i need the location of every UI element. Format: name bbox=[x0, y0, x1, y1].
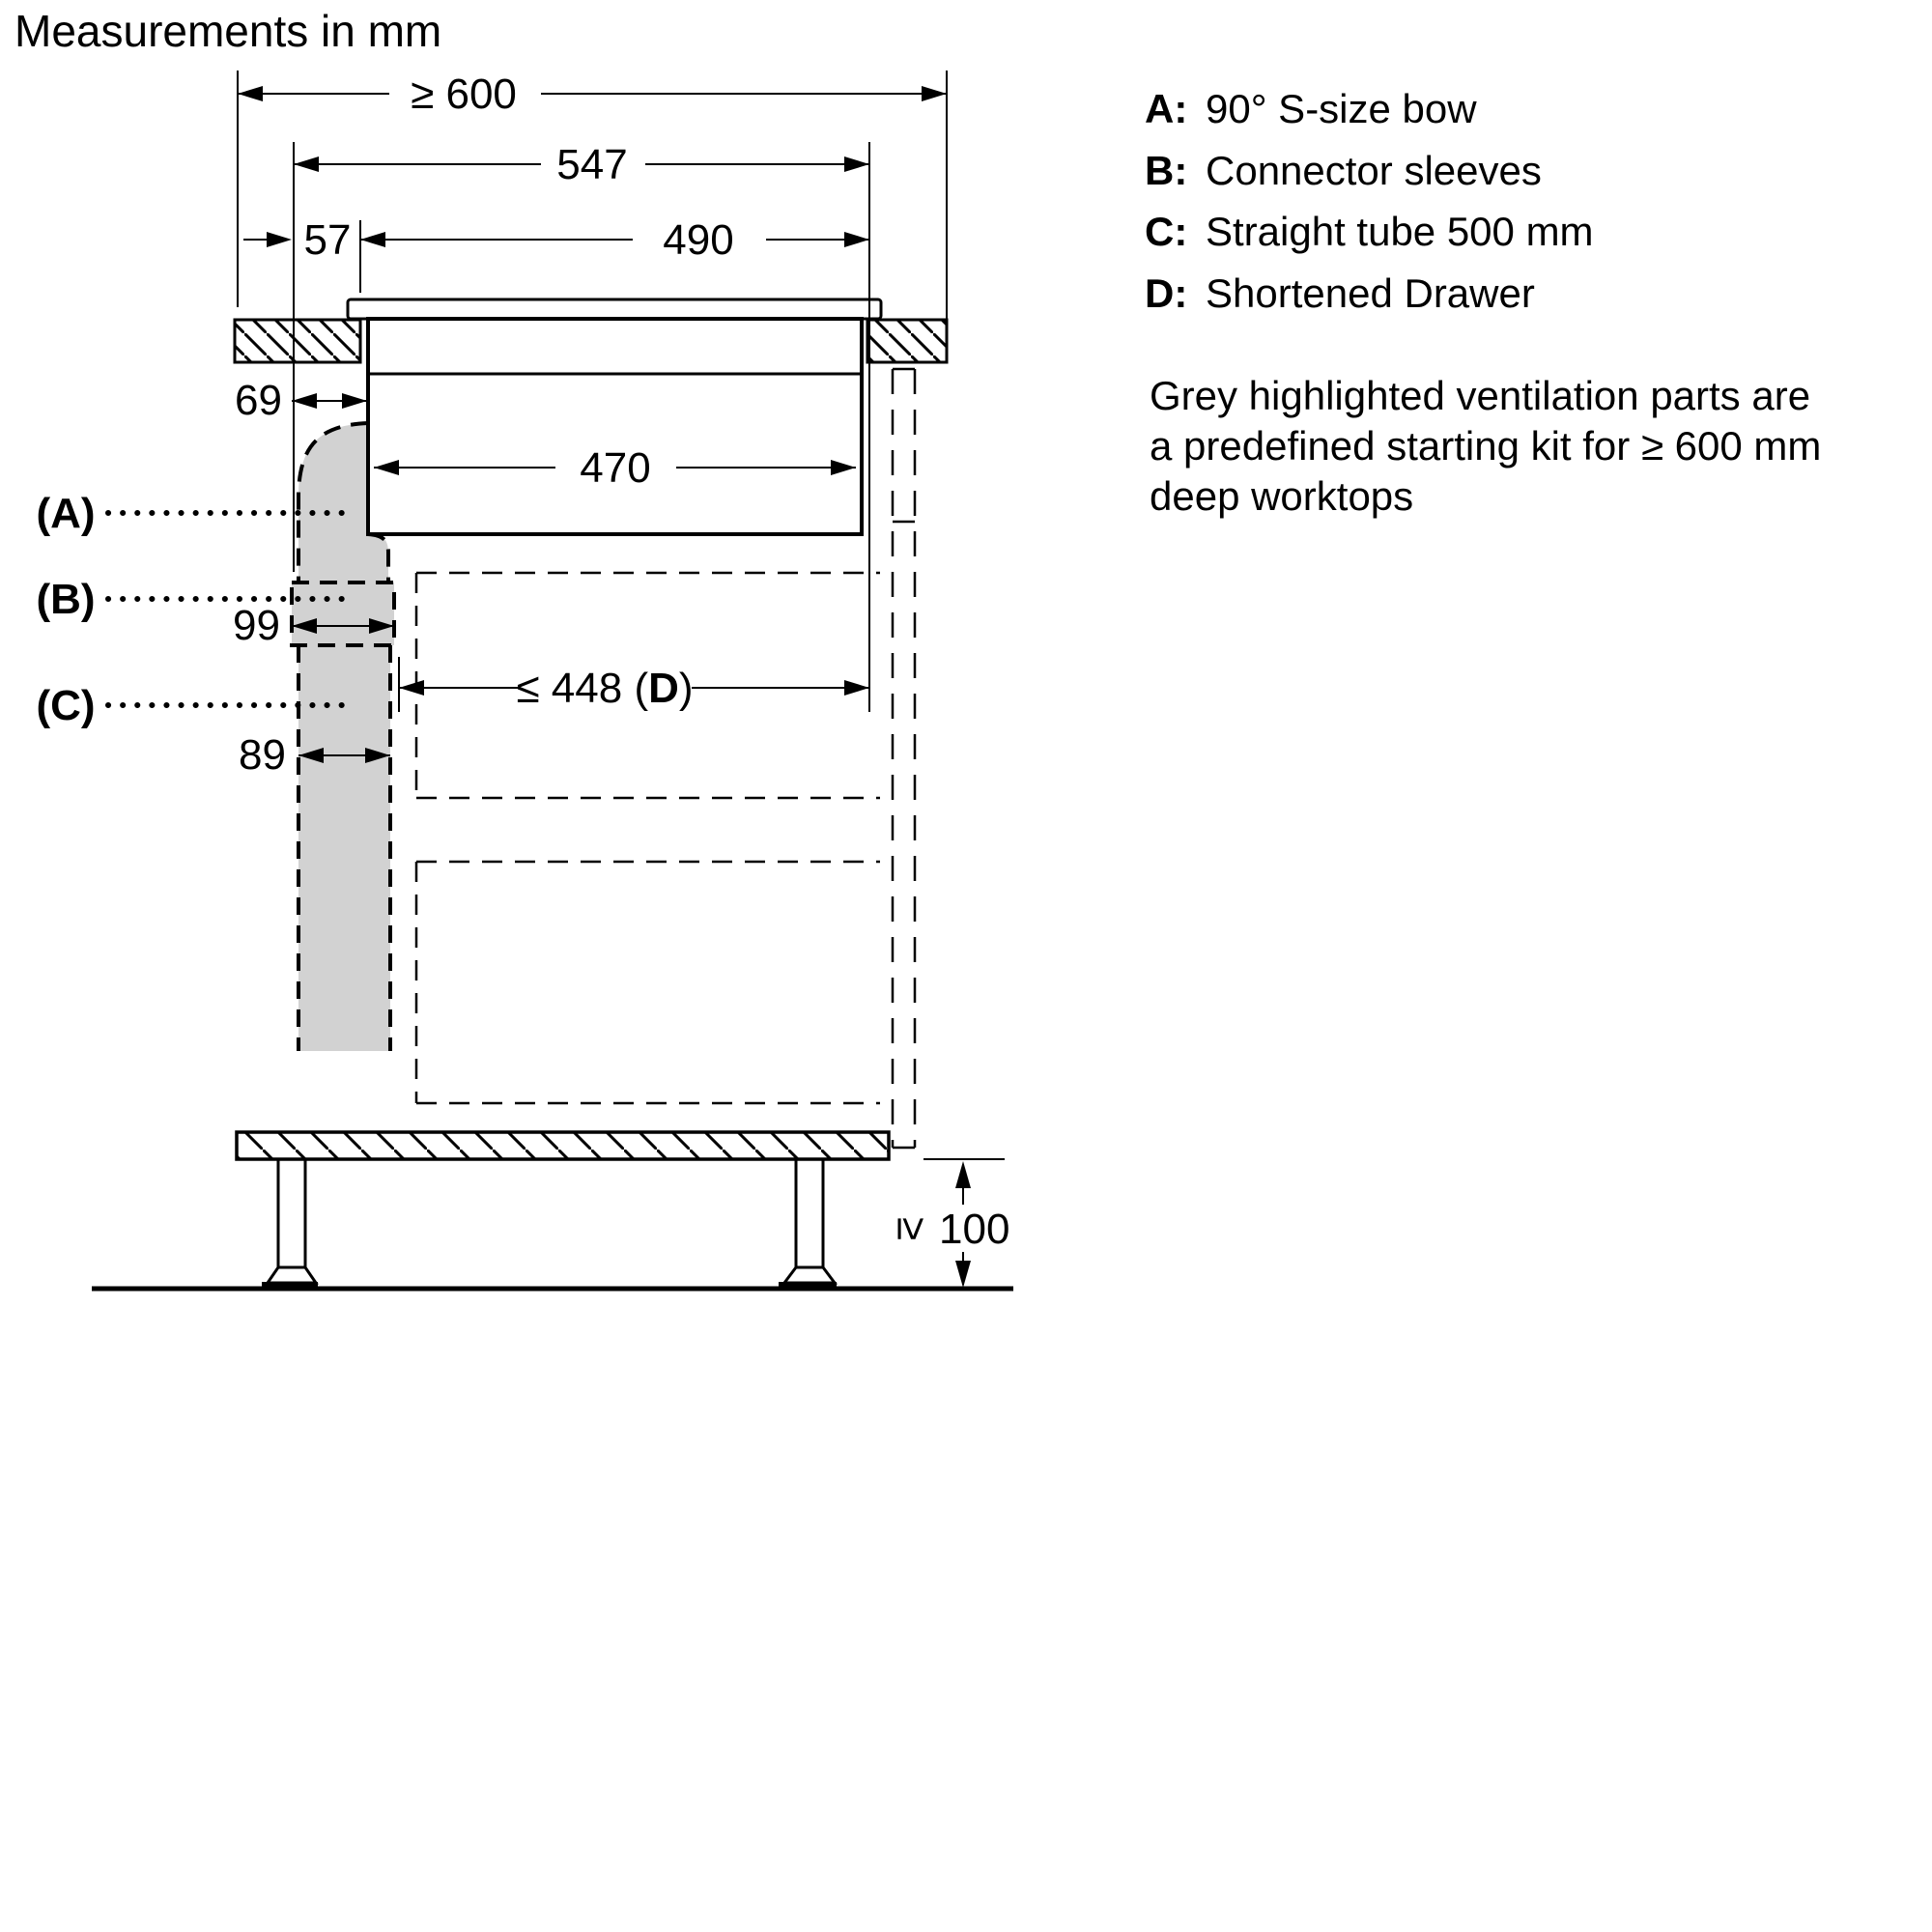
arrowhead-down bbox=[955, 1261, 971, 1288]
rear-duct-channel bbox=[893, 369, 915, 1148]
grey-parts-note bbox=[1150, 373, 1821, 519]
note-line-3: deep worktops bbox=[1150, 473, 1414, 519]
legend-label-b: Connector sleeves bbox=[1206, 148, 1542, 193]
arrowhead-right bbox=[844, 156, 869, 172]
arrowhead-right bbox=[342, 393, 367, 409]
label-c-text: (C) bbox=[36, 682, 96, 729]
arrowhead-left bbox=[399, 680, 424, 696]
dimension-appliance-width bbox=[294, 141, 869, 188]
dim-value-89: 89 bbox=[239, 731, 286, 779]
legend bbox=[1145, 86, 1594, 316]
note-line-2: a predefined starting kit for ≥ 600 mm bbox=[1150, 423, 1822, 469]
dimension-drawer-depth bbox=[399, 657, 869, 712]
legend-label-d: Shortened Drawer bbox=[1206, 270, 1535, 316]
dim-value-100: 100 bbox=[939, 1206, 1010, 1253]
arrowhead-right bbox=[267, 232, 292, 247]
legend-key-b: B: bbox=[1145, 148, 1188, 193]
dim-value-448: ≤ 448 (D) bbox=[516, 665, 694, 712]
dimension-bow-offset bbox=[235, 377, 367, 424]
arrowhead-up bbox=[955, 1161, 971, 1188]
dim-value-600: ≥ 600 bbox=[411, 71, 517, 118]
legend-label-a: 90° S-size bow bbox=[1206, 86, 1477, 131]
connector-sleeve-fill bbox=[292, 582, 394, 645]
dim-value-99: 99 bbox=[233, 602, 280, 649]
left-leg-foot bbox=[268, 1267, 316, 1283]
arrowhead-left bbox=[360, 232, 385, 247]
hob-body bbox=[368, 319, 862, 534]
legend-key-c: C: bbox=[1145, 209, 1188, 254]
arrowhead-right bbox=[844, 232, 869, 247]
legend-key-d: D: bbox=[1145, 270, 1188, 316]
dimension-cutout-width bbox=[360, 216, 869, 264]
hob-glass-plate bbox=[348, 299, 881, 319]
note-line-1: Grey highlighted ventilation parts are bbox=[1150, 373, 1811, 418]
label-a-text: (A) bbox=[36, 490, 96, 537]
legend-label-c: Straight tube 500 mm bbox=[1206, 209, 1594, 254]
dim-value-69: 69 bbox=[235, 377, 282, 424]
plinth-shelf bbox=[237, 1132, 889, 1159]
right-leg-foot bbox=[784, 1267, 835, 1283]
label-b-text: (B) bbox=[36, 576, 96, 623]
dim-gte-symbol: ≥ bbox=[888, 1216, 936, 1241]
dimension-worktop-depth bbox=[238, 71, 947, 118]
shortened-drawer-lower bbox=[416, 862, 880, 1103]
worktop-left-section bbox=[235, 320, 360, 362]
arrowhead-left bbox=[294, 156, 319, 172]
arrowhead-right bbox=[922, 86, 947, 101]
legend-key-a: A: bbox=[1145, 86, 1188, 131]
worktop-right-section bbox=[867, 320, 947, 362]
dimension-front-edge bbox=[243, 216, 351, 264]
arrowhead-right bbox=[844, 680, 869, 696]
dim-value-490: 490 bbox=[663, 216, 734, 264]
dimension-floor-clearance bbox=[889, 1159, 1010, 1288]
dim-value-57: 57 bbox=[303, 216, 352, 264]
dim-value-547: 547 bbox=[556, 141, 628, 188]
dim-value-470: 470 bbox=[580, 444, 651, 492]
arrowhead-left bbox=[238, 86, 263, 101]
right-leg bbox=[779, 1159, 837, 1285]
page-title: Measurements in mm bbox=[14, 6, 442, 56]
arrowhead-left bbox=[292, 393, 317, 409]
left-leg bbox=[262, 1159, 318, 1285]
